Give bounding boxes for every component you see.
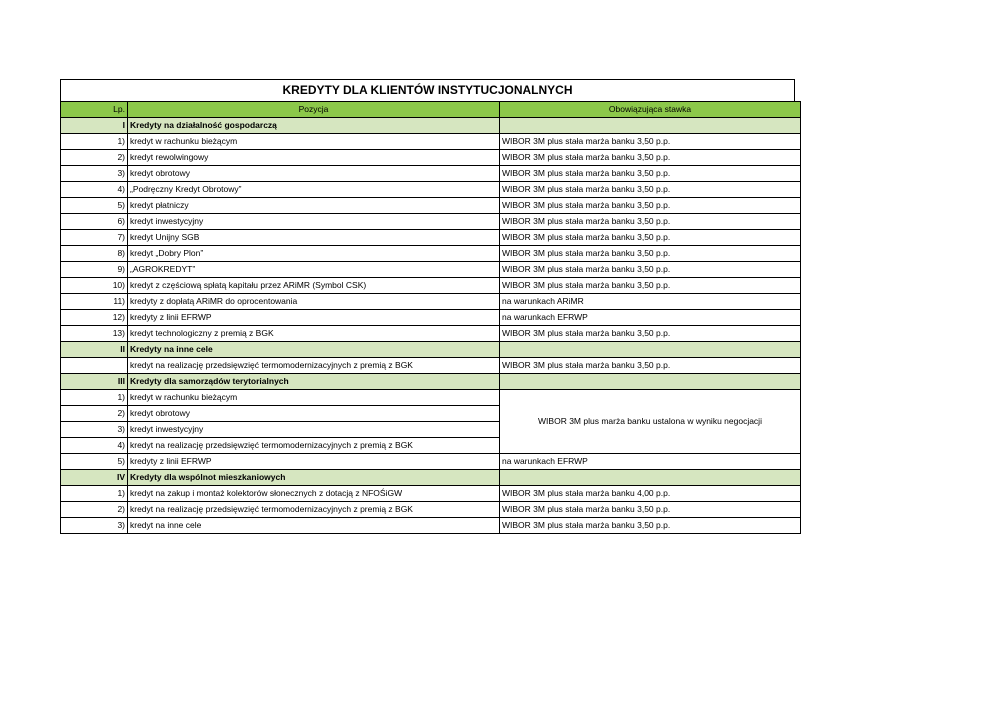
row-stawka: WIBOR 3M plus stała marża banku 3,50 p.p. bbox=[500, 246, 801, 262]
row-pozycja: kredyt w rachunku bieżącym bbox=[128, 134, 500, 150]
row-stawka: WIBOR 3M plus stała marża banku 3,50 p.p. bbox=[500, 134, 801, 150]
row-stawka: WIBOR 3M plus stała marża banku 3,50 p.p. bbox=[500, 214, 801, 230]
section-label: Kredyty na działalność gospodarczą bbox=[128, 118, 500, 134]
spreadsheet bbox=[60, 79, 795, 534]
section-row bbox=[61, 374, 801, 390]
row-pozycja: kredyt „Dobry Plon” bbox=[128, 246, 500, 262]
merged-stawka: WIBOR 3M plus marża banku ustalona w wyniku negocjacji bbox=[500, 390, 801, 454]
row-stawka: WIBOR 3M plus stała marża banku 3,50 p.p. bbox=[500, 262, 801, 278]
section-row bbox=[61, 470, 801, 486]
row-lp: 1) bbox=[61, 486, 128, 502]
row-pozycja: kredyt na realizację przedsięwzięć termomodernizacyjnych z premią z BGK bbox=[128, 358, 500, 374]
row-lp: 10) bbox=[61, 278, 128, 294]
row-lp: 2) bbox=[61, 406, 128, 422]
table-row bbox=[61, 518, 801, 534]
header-row bbox=[61, 102, 801, 118]
row-pozycja: kredyt w rachunku bieżącym bbox=[128, 390, 500, 406]
rates-table bbox=[60, 101, 801, 534]
row-lp: 9) bbox=[61, 262, 128, 278]
row-lp: 8) bbox=[61, 246, 128, 262]
row-lp bbox=[61, 358, 128, 374]
row-stawka: WIBOR 3M plus stała marża banku 3,50 p.p. bbox=[500, 182, 801, 198]
table-row bbox=[61, 214, 801, 230]
row-pozycja: kredyt inwestycyjny bbox=[128, 422, 500, 438]
table-row bbox=[61, 198, 801, 214]
row-lp: 12) bbox=[61, 310, 128, 326]
row-pozycja: kredyt inwestycyjny bbox=[128, 214, 500, 230]
table-row bbox=[61, 294, 801, 310]
row-lp: 1) bbox=[61, 134, 128, 150]
row-pozycja: kredyt z częściową spłatą kapitału przez ARiMR (Symbol CSK) bbox=[128, 278, 500, 294]
table-row bbox=[61, 246, 801, 262]
row-stawka: WIBOR 3M plus stała marża banku 3,50 p.p. bbox=[500, 326, 801, 342]
row-lp: 3) bbox=[61, 422, 128, 438]
table-row bbox=[61, 134, 801, 150]
row-lp: 6) bbox=[61, 214, 128, 230]
row-stawka: WIBOR 3M plus stała marża banku 4,00 p.p. bbox=[500, 486, 801, 502]
table-row bbox=[61, 310, 801, 326]
row-stawka: WIBOR 3M plus stała marża banku 3,50 p.p. bbox=[500, 502, 801, 518]
section-label: Kredyty dla samorządów terytorialnych bbox=[128, 374, 500, 390]
row-pozycja: kredyt rewolwingowy bbox=[128, 150, 500, 166]
row-pozycja: kredyt na inne cele bbox=[128, 518, 500, 534]
row-stawka: na warunkach ARiMR bbox=[500, 294, 801, 310]
table-title: KREDYTY DLA KLIENTÓW INSTYTUCJONALNYCH bbox=[60, 79, 795, 101]
row-pozycja: kredyt Unijny SGB bbox=[128, 230, 500, 246]
row-pozycja: „AGROKREDYT” bbox=[128, 262, 500, 278]
row-lp: 11) bbox=[61, 294, 128, 310]
section-number: II bbox=[61, 342, 128, 358]
row-lp: 3) bbox=[61, 166, 128, 182]
section-rate-empty bbox=[500, 118, 801, 134]
row-pozycja: kredyt na realizację przedsięwzięć termomodernizacyjnych z premią z BGK bbox=[128, 438, 500, 454]
table-row bbox=[61, 486, 801, 502]
row-stawka: WIBOR 3M plus stała marża banku 3,50 p.p. bbox=[500, 358, 801, 374]
row-lp: 5) bbox=[61, 454, 128, 470]
table-row bbox=[61, 326, 801, 342]
row-pozycja: kredyt na zakup i montaż kolektorów słonecznych z dotacją z NFOŚiGW bbox=[128, 486, 500, 502]
row-lp: 2) bbox=[61, 150, 128, 166]
table-row bbox=[61, 502, 801, 518]
table-row bbox=[61, 358, 801, 374]
section-number: IV bbox=[61, 470, 128, 486]
table-row bbox=[61, 390, 801, 406]
row-lp: 4) bbox=[61, 182, 128, 198]
row-stawka: WIBOR 3M plus stała marża banku 3,50 p.p. bbox=[500, 166, 801, 182]
table-row bbox=[61, 262, 801, 278]
row-lp: 4) bbox=[61, 438, 128, 454]
table-row bbox=[61, 166, 801, 182]
row-stawka: na warunkach EFRWP bbox=[500, 454, 801, 470]
row-lp: 7) bbox=[61, 230, 128, 246]
row-pozycja: kredyty z dopłatą ARiMR do oprocentowania bbox=[128, 294, 500, 310]
row-pozycja: kredyt płatniczy bbox=[128, 198, 500, 214]
row-stawka: WIBOR 3M plus stała marża banku 3,50 p.p. bbox=[500, 150, 801, 166]
row-lp: 1) bbox=[61, 390, 128, 406]
table-row bbox=[61, 454, 801, 470]
row-lp: 2) bbox=[61, 502, 128, 518]
table-row bbox=[61, 150, 801, 166]
row-stawka: WIBOR 3M plus stała marża banku 3,50 p.p. bbox=[500, 198, 801, 214]
table-row bbox=[61, 230, 801, 246]
row-stawka: WIBOR 3M plus stała marża banku 3,50 p.p. bbox=[500, 230, 801, 246]
row-pozycja: kredyty z linii EFRWP bbox=[128, 310, 500, 326]
section-label: Kredyty dla wspólnot mieszkaniowych bbox=[128, 470, 500, 486]
header-stawka: Obowiązująca stawka bbox=[500, 102, 801, 118]
section-rate-empty bbox=[500, 470, 801, 486]
section-number: III bbox=[61, 374, 128, 390]
row-pozycja: kredyt obrotowy bbox=[128, 166, 500, 182]
table-row bbox=[61, 182, 801, 198]
row-pozycja: kredyt obrotowy bbox=[128, 406, 500, 422]
section-row bbox=[61, 342, 801, 358]
row-pozycja: „Podręczny Kredyt Obrotowy” bbox=[128, 182, 500, 198]
row-pozycja: kredyt technologiczny z premią z BGK bbox=[128, 326, 500, 342]
row-stawka: WIBOR 3M plus stała marża banku 3,50 p.p. bbox=[500, 518, 801, 534]
section-rate-empty bbox=[500, 342, 801, 358]
table-row bbox=[61, 278, 801, 294]
section-number: I bbox=[61, 118, 128, 134]
section-row bbox=[61, 118, 801, 134]
row-lp: 3) bbox=[61, 518, 128, 534]
header-pozycja: Pozycja bbox=[128, 102, 500, 118]
section-rate-empty bbox=[500, 374, 801, 390]
section-label: Kredyty na inne cele bbox=[128, 342, 500, 358]
row-lp: 13) bbox=[61, 326, 128, 342]
row-pozycja: kredyt na realizację przedsięwzięć termomodernizacyjnych z premią z BGK bbox=[128, 502, 500, 518]
row-pozycja: kredyty z linii EFRWP bbox=[128, 454, 500, 470]
row-lp: 5) bbox=[61, 198, 128, 214]
row-stawka: WIBOR 3M plus stała marża banku 3,50 p.p. bbox=[500, 278, 801, 294]
row-stawka: na warunkach EFRWP bbox=[500, 310, 801, 326]
header-lp: Lp. bbox=[61, 102, 128, 118]
